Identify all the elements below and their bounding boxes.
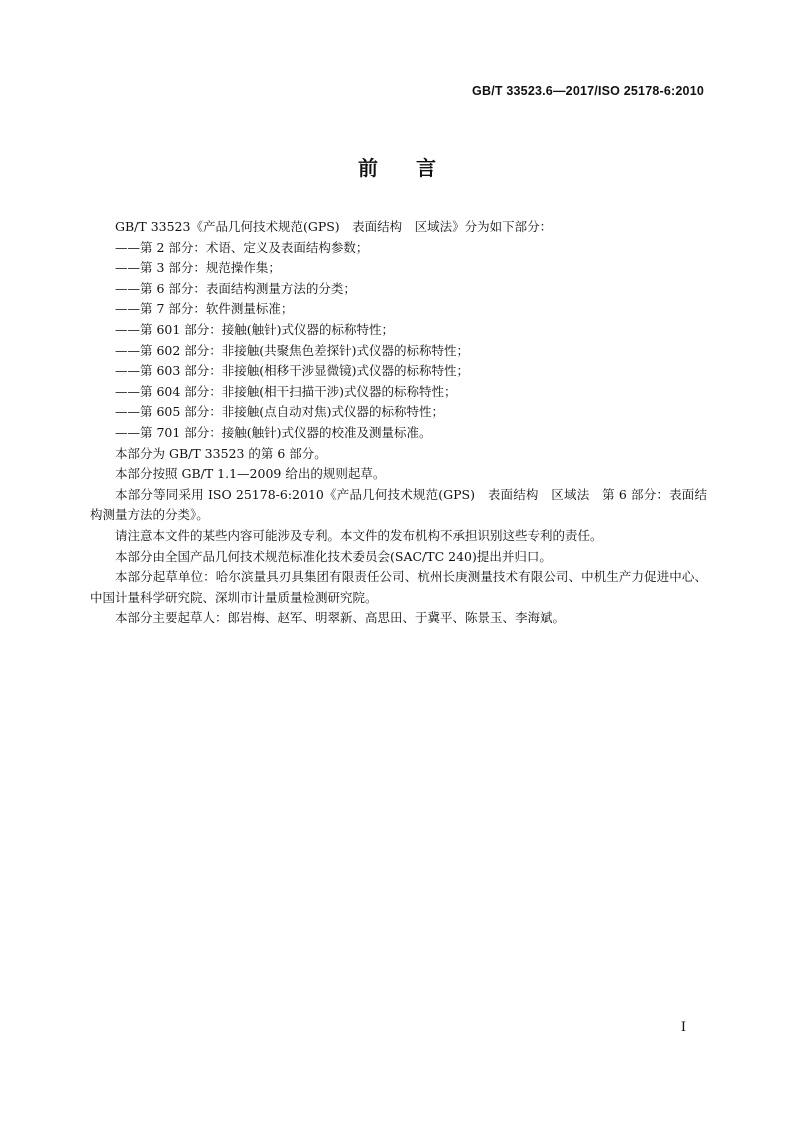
list-item-part-602: ——第 602 部分：非接触(共聚焦色差探针)式仪器的标称特性； — [115, 342, 470, 358]
list-item-part-603: ——第 603 部分：非接触(相移干涉显微镜)式仪器的标称特性； — [115, 363, 470, 379]
list-item-part-605: ——第 605 部分：非接触(点自动对焦)式仪器的标称特性； — [115, 404, 445, 420]
paragraph-drafters: 本部分主要起草人：郎岩梅、赵军、明翠新、高思田、于冀平、陈景玉、李海斌。 — [115, 610, 566, 626]
list-item-part-7: ——第 7 部分：软件测量标准； — [115, 301, 294, 317]
list-item-part-2: ——第 2 部分：术语、定义及表面结构参数； — [115, 239, 369, 255]
list-item-part-6: ——第 6 部分：表面结构测量方法的分类； — [115, 280, 356, 296]
paragraph-part-statement: 本部分为 GB/T 33523 的第 6 部分。 — [115, 445, 327, 461]
list-item-part-604: ——第 604 部分：非接触(相干扫描干涉)式仪器的标称特性； — [115, 383, 457, 399]
foreword-body — [90, 217, 707, 629]
page-number: I — [680, 1020, 686, 1035]
list-item-part-701: ——第 701 部分：接触(触针)式仪器的校准及测量标准。 — [115, 424, 432, 440]
paragraph-drafting-units: 本部分起草单位：哈尔滨量具刃具集团有限责任公司、杭州长庚测量技术有限公司、中机生产力促进中心、中国计量科学研究院、深圳市计量质量检测研究院。 — [90, 569, 707, 605]
paragraph-drafting-rules: 本部分按照 GB/T 1.1—2009 给出的规则起草。 — [115, 466, 386, 482]
paragraph-proposer: 本部分由全国产品几何技术规范标准化技术委员会(SAC/TC 240)提出并归口。 — [115, 548, 552, 564]
page-title: 前言 — [358, 156, 474, 180]
list-item-part-3: ——第 3 部分：规范操作集； — [115, 260, 281, 276]
paragraph-intro: GB/T 33523《产品几何技术规范(GPS) 表面结构 区域法》分为如下部分： — [115, 219, 553, 234]
list-item-part-601: ——第 601 部分：接触(触针)式仪器的标称特性； — [115, 321, 395, 337]
paragraph-equivalence: 本部分等同采用 ISO 25178-6:2010《产品几何技术规范(GPS) 表面结构 区域法 第 6 部分：表面结构测量方法的分类》。 — [90, 486, 707, 523]
standard-code: GB/T 33523.6—2017/ISO 25178-6:2010 — [472, 84, 704, 98]
paragraph-patent-notice: 请注意本文件的某些内容可能涉及专利。本文件的发布机构不承担识别这些专利的责任。 — [115, 527, 603, 543]
